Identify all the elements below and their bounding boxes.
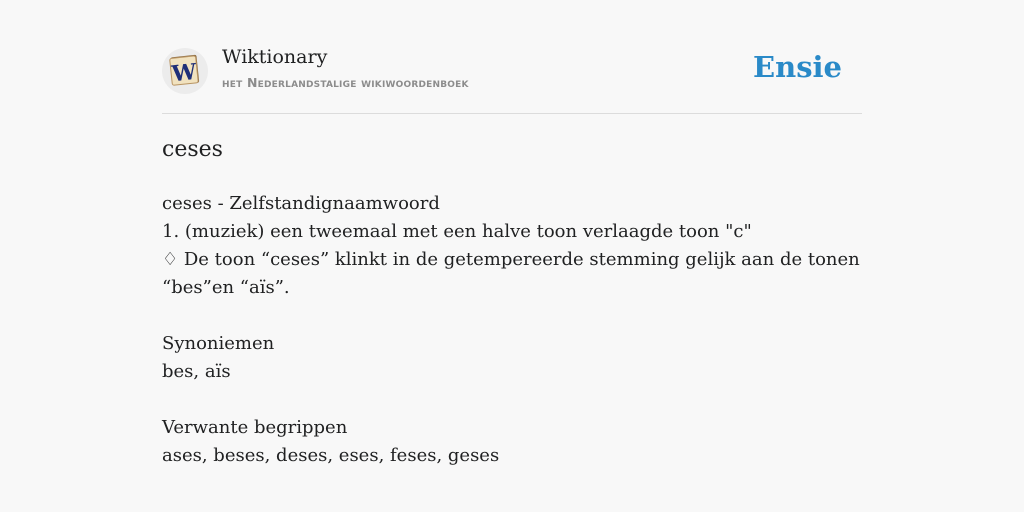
definition-line: 1. (muziek) een tweemaal met een halve toon verlaagde toon "c" [162,221,752,242]
part-of-speech-line: ceses - Zelfstandignaamwoord [162,193,440,214]
site-name[interactable]: Wiktionary [222,46,328,68]
wiktionary-w-tile-icon [167,53,203,89]
entry-content [162,190,862,470]
wiktionary-logo-icon[interactable] [162,48,208,94]
related-heading: Verwante begrippen [162,417,348,438]
synonyms-heading: Synoniemen [162,333,275,354]
site-tagline: het Nederlandstalige wikiwoordenboek [222,75,469,90]
synonyms-list: bes, aïs [162,361,231,382]
svg-text:W: W [170,58,198,88]
example-line: ♢ De toon “ceses” klinkt in de getempereerde stemming gelijk aan de tonen “bes”en “aïs”. [162,249,860,298]
related-list: ases, beses, deses, eses, feses, geses [162,445,500,466]
spacer [162,386,862,414]
site-header [162,44,862,114]
page-title: ceses [162,137,223,162]
ensie-logo-link[interactable]: Ensie [753,50,842,84]
spacer [162,302,862,330]
